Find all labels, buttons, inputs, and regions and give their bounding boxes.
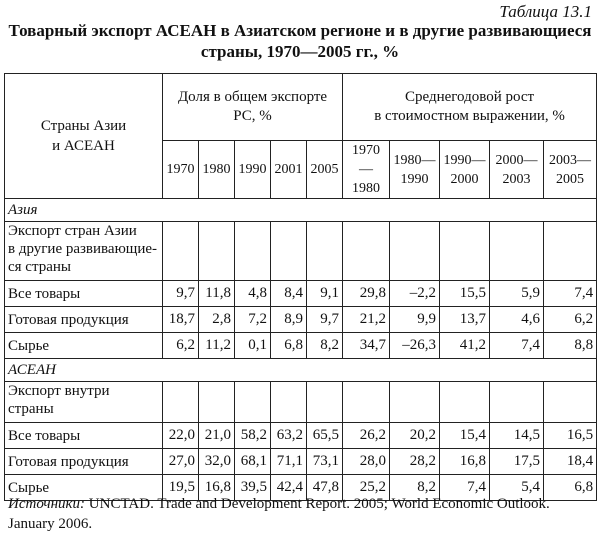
sources-text-line2: January 2006. (8, 516, 93, 532)
value-cell: 8,2 (307, 333, 343, 359)
value-cell: 9,7 (163, 281, 199, 307)
value-cell: 7,4 (440, 475, 490, 501)
value-cell: 5,9 (490, 281, 544, 307)
value-cell: 16,8 (199, 475, 235, 501)
value-cell: 5,4 (490, 475, 544, 501)
value-cell: 8,8 (544, 333, 597, 359)
subhead-row (5, 222, 597, 281)
value-cell: 0,1 (235, 333, 271, 359)
table-number-label: Таблица 13.1 (499, 2, 592, 21)
share-year-header: 2005 (307, 141, 343, 199)
value-cell: 71,1 (271, 449, 307, 475)
empty-cell (163, 382, 199, 423)
value-cell: –26,3 (390, 333, 440, 359)
value-cell: 2,8 (199, 307, 235, 333)
value-cell: 8,4 (271, 281, 307, 307)
value-cell: 25,2 (343, 475, 390, 501)
empty-cell (343, 382, 390, 423)
period-start: 2000— (495, 152, 538, 168)
value-cell: 58,2 (235, 423, 271, 449)
empty-cell (199, 222, 235, 281)
empty-cell (544, 382, 597, 423)
period-start: 2003— (549, 152, 592, 168)
value-cell: 7,2 (235, 307, 271, 333)
value-cell: 6,8 (544, 475, 597, 501)
value-cell: 14,5 (490, 423, 544, 449)
share-header-line2: РС, % (233, 108, 272, 124)
share-year-header: 1980 (199, 141, 235, 199)
value-cell: 8,2 (390, 475, 440, 501)
row-label: Сырье (5, 475, 163, 501)
value-cell: 8,9 (271, 307, 307, 333)
period-end: 2000 (450, 171, 479, 187)
growth-group-header (343, 74, 597, 141)
period-start: 1970— (352, 143, 381, 177)
period-end: 1990 (400, 171, 429, 187)
value-cell: 39,5 (235, 475, 271, 501)
value-cell: 9,9 (390, 307, 440, 333)
table-title-line1: Товарный экспорт АСЕАН в Азиатском регионе и в другие развивающиеся (8, 21, 592, 40)
subhead-line: ся страны (8, 259, 71, 275)
value-cell: 21,0 (199, 423, 235, 449)
growth-header-line2: в стоимостном выражении, % (374, 108, 565, 124)
row-label: Готовая продукция (5, 449, 163, 475)
value-cell: 16,8 (440, 449, 490, 475)
value-cell: 42,4 (271, 475, 307, 501)
value-cell: 26,2 (343, 423, 390, 449)
value-cell: 63,2 (271, 423, 307, 449)
value-cell: 7,4 (490, 333, 544, 359)
value-cell: 9,7 (307, 307, 343, 333)
value-cell: 11,2 (199, 333, 235, 359)
share-year-header: 1970 (163, 141, 199, 199)
value-cell: 15,5 (440, 281, 490, 307)
growth-period-header (490, 141, 544, 199)
value-cell: 32,0 (199, 449, 235, 475)
section-name: АСЕАН (5, 359, 597, 382)
value-cell: 73,1 (307, 449, 343, 475)
empty-cell (235, 222, 271, 281)
value-cell: 20,2 (390, 423, 440, 449)
value-cell: 65,5 (307, 423, 343, 449)
sources-note (8, 494, 598, 534)
country-header-line1: Страны Азии (40, 118, 127, 134)
section-row (5, 359, 597, 382)
share-group-header (163, 74, 343, 141)
subhead-line: страны (8, 401, 54, 417)
value-cell: 6,2 (163, 333, 199, 359)
empty-cell (544, 222, 597, 281)
value-cell: 18,7 (163, 307, 199, 333)
empty-cell (271, 222, 307, 281)
empty-cell (390, 222, 440, 281)
table-row (5, 333, 597, 359)
value-cell: 7,4 (544, 281, 597, 307)
value-cell: 11,8 (199, 281, 235, 307)
value-cell: 6,2 (544, 307, 597, 333)
empty-cell (307, 382, 343, 423)
subhead-label (5, 222, 163, 281)
header-row-groups (5, 74, 597, 141)
empty-cell (307, 222, 343, 281)
empty-cell (440, 222, 490, 281)
value-cell: 15,4 (440, 423, 490, 449)
share-header-line1: Доля в общем экспорте (177, 89, 328, 105)
empty-cell (390, 382, 440, 423)
value-cell: 9,1 (307, 281, 343, 307)
growth-period-header (440, 141, 490, 199)
empty-cell (271, 382, 307, 423)
country-header-line2: и АСЕАН (52, 138, 115, 154)
table-row (5, 423, 597, 449)
period-end: 1980 (352, 181, 381, 196)
value-cell: 17,5 (490, 449, 544, 475)
table-row (5, 307, 597, 333)
empty-cell (163, 222, 199, 281)
growth-period-header (390, 141, 440, 199)
table-row (5, 449, 597, 475)
table-row (5, 281, 597, 307)
period-end: 2003 (502, 171, 531, 187)
value-cell: –2,2 (390, 281, 440, 307)
value-cell: 4,6 (490, 307, 544, 333)
value-cell: 19,5 (163, 475, 199, 501)
empty-cell (235, 382, 271, 423)
value-cell: 68,1 (235, 449, 271, 475)
country-column-header (5, 74, 163, 199)
empty-cell (490, 382, 544, 423)
value-cell: 34,7 (343, 333, 390, 359)
subhead-row (5, 382, 597, 423)
empty-cell (440, 382, 490, 423)
value-cell: 28,2 (390, 449, 440, 475)
value-cell: 47,8 (307, 475, 343, 501)
value-cell: 4,8 (235, 281, 271, 307)
value-cell: 21,2 (343, 307, 390, 333)
value-cell: 13,7 (440, 307, 490, 333)
growth-period-header (544, 141, 597, 199)
value-cell: 16,5 (544, 423, 597, 449)
row-label: Все товары (5, 423, 163, 449)
share-year-header: 2001 (271, 141, 307, 199)
subhead-label (5, 382, 163, 423)
section-row (5, 199, 597, 222)
table-title (0, 20, 600, 62)
value-cell: 6,8 (271, 333, 307, 359)
value-cell: 27,0 (163, 449, 199, 475)
value-cell: 22,0 (163, 423, 199, 449)
row-label: Все товары (5, 281, 163, 307)
value-cell: 29,8 (343, 281, 390, 307)
value-cell: 18,4 (544, 449, 597, 475)
section-name: Азия (5, 199, 597, 222)
table-title-line2: страны, 1970—2005 гг., % (200, 42, 400, 61)
sources-text-line1: UNCTAD. Trade and Development Report. 2005; World Economic Outlook. (85, 496, 550, 512)
value-cell: 28,0 (343, 449, 390, 475)
row-label: Сырье (5, 333, 163, 359)
export-table (4, 73, 597, 501)
row-label: Готовая продукция (5, 307, 163, 333)
period-start: 1980— (393, 152, 436, 168)
subhead-line: в другие развивающие- (8, 241, 158, 257)
subhead-line: Экспорт стран Азии (8, 223, 137, 239)
empty-cell (199, 382, 235, 423)
empty-cell (343, 222, 390, 281)
share-year-header: 1990 (235, 141, 271, 199)
period-end: 2005 (556, 171, 585, 187)
value-cell: 41,2 (440, 333, 490, 359)
empty-cell (490, 222, 544, 281)
sources-label: Источники: (8, 496, 86, 512)
growth-header-line1: Среднегодовой рост (405, 89, 535, 105)
growth-period-header (343, 141, 390, 199)
subhead-line: Экспорт внутри (8, 383, 110, 399)
period-start: 1990— (443, 152, 486, 168)
